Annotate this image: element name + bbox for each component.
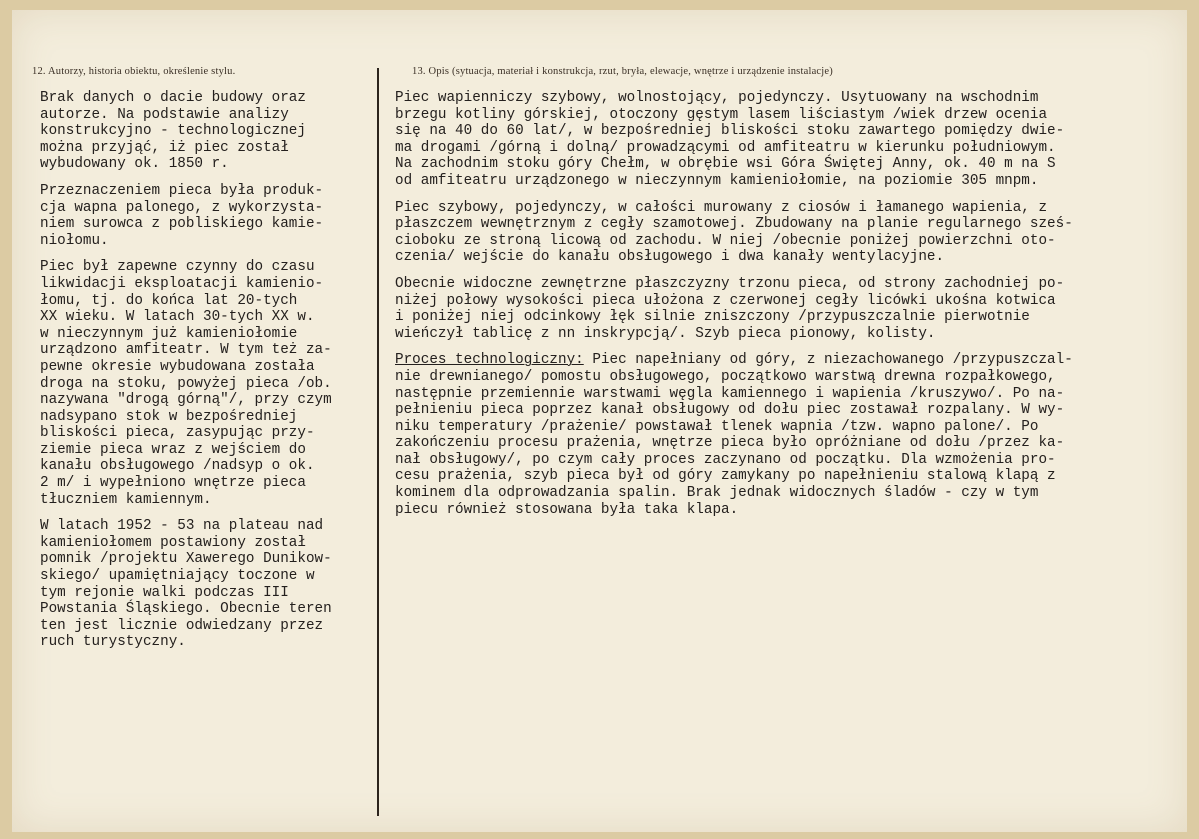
paragraph-facade: Obecnie widoczne zewnętrzne płaszczyzny trzonu pieca, od strony zachodniej po- niżej połowy wysokości pieca ułożona z czerwonej cegły licówki ukośna kotwica i poniżej niej odcinkowy łęk silnie zniszczony /przypuszczalnie pierwotnie wieńczył tablicę z nn inskrypcją/. Szyb pieca pionowy, kolisty. — [395, 275, 1065, 342]
section-12-header: 12. Autorzy, historia obiektu, określenie stylu. — [32, 66, 236, 77]
paragraph-purpose: Przeznaczeniem pieca była produk- cja wapna palonego, z wykorzysta- niem surowca z pobliskiego kamie- niołomu. — [40, 182, 324, 249]
document-sheet — [12, 10, 1187, 832]
process-text: Piec napełniany od góry, z niezachowanego /przypuszczal- nie drewnianego/ pomostu obsługowego, początkowo warstwą drewna rozpałkowego, następnie przemiennie warstwami węgla kamiennego i wapienia /kruszywo/. Po na- pełnieniu pieca poprzez kanał obsługowy od dołu piec zostawał rozpalany. W wy- niku temperatury /prażenie/ powstawał tlenek wapnia /tzw. wapno palone/. Po zakończeniu procesu prażenia, wnętrze pieca było opróżniane od dołu /przez ka- nał obsługowy/, po czym cały proces zaczynano od początku. Dla wzmożenia pro- cesu prażenia, szyb pieca był od góry zamykany po napełnieniu stalową klapą z kominem dla odprowadzania spalin. Brak jednak widocznych śladów - czy w tym piecu również stosowana była taka klapa. — [395, 352, 1073, 518]
description-column — [395, 90, 1175, 528]
process-heading: Proces technologiczny: — [395, 352, 584, 369]
history-column — [40, 90, 372, 661]
paragraph-history: Piec był zapewne czynny do czasu likwidacji eksploatacji kamienio- łomu, tj. do końca lat 20-tych XX wieku. W latach 30-tych XX w. w nieczynnym już kamieniołomie urządzono amfiteatr. W tym też za- pewne okresie wybudowana została droga na stoku, powyżej pieca /ob. nazywana "drogą górną"/, przy czym nadsypano stok w bezpośredniej bliskości pieca, zasypując przy- ziemie pieca wraz z wejściem do kanału obsługowego /nadsyp o ok. 2 m/ i wypełniono wnętrze pieca tłuczniem kamiennym. — [40, 259, 332, 508]
paragraph-construction: Piec szybowy, pojedynczy, w całości murowany z ciosów i łamanego wapienia, z płaszczem wewnętrznym z cegły szamotowej. Zbudowany na planie regularnego sześ- cioboku ze stroną licową od zachodu. W niej /obecnie poniżej powierzchni oto- czenia/ wejście do kanału obsługowego i dwa kanały wentylacyjne. — [395, 199, 1073, 266]
paragraph-monument: W latach 1952 - 53 na plateau nad kamieniołomem postawiony został pomnik /projektu Xawerego Dunikow- skiego/ upamiętniający toczone w tym rejonie walki podczas III Powstania Śląskiego. Obecnie teren ten jest licznie odwiedzany przez ruch turystyczny. — [40, 518, 332, 651]
section-13-header: 13. Opis (sytuacja, materiał i konstrukcja, rzut, bryła, elewacje, wnętrze i urządzenie instalacje) — [412, 66, 833, 77]
paragraph-construction-date: Brak danych o dacie budowy oraz autorze. Na podstawie analizy konstrukcyjno - technologicznej można przyjąć, iż piec został wybudowany ok. 1850 r. — [40, 90, 306, 173]
paragraph-process — [395, 352, 1175, 518]
paragraph-location: Piec wapienniczy szybowy, wolnostojący, pojedynczy. Usytuowany na wschodnim brzegu kotliny górskiej, otoczony gęstym lasem liściastym /wiek drzew ocenia się na 40 do 60 lat/, w bezpośredniej bliskości stoku zawartego pomiędzy dwie- ma drogami /górną i dolną/ prowadzącymi od amfiteatru w kierunku południowym. Na zachodnim stoku góry Chełm, w obrębie wsi Góra Świętej Anny, ok. 40 m na S od amfiteatru urządzonego w nieczynnym kamieniołomie, na poziomie 305 mnpm. — [395, 90, 1065, 189]
column-divider — [377, 68, 379, 816]
